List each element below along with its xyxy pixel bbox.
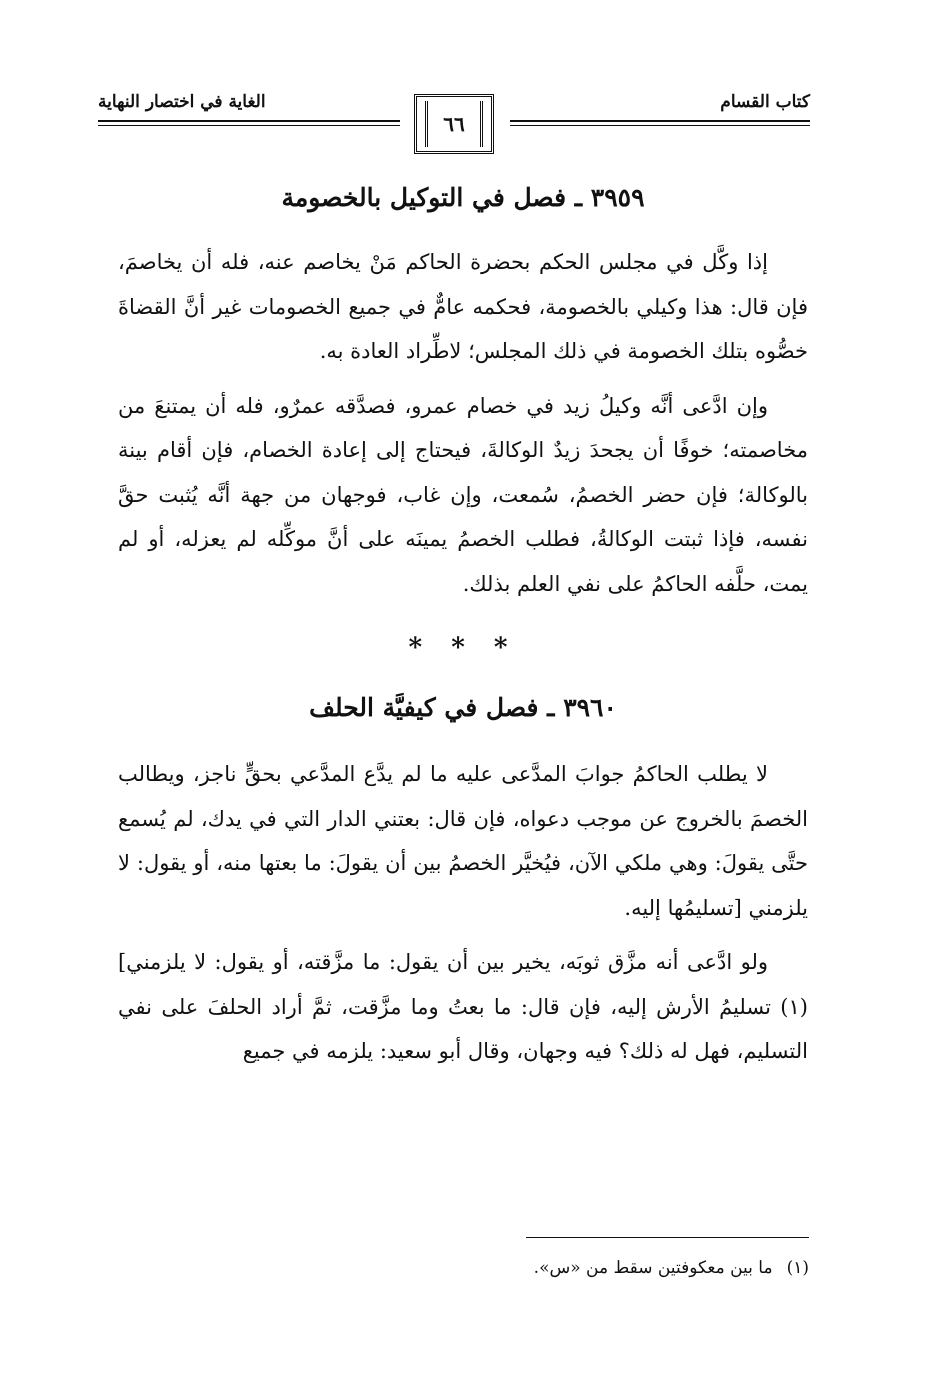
paragraph: وإن ادَّعى أنَّه وكيلُ زيد في خصام عمرو، فصدَّقه عمرٌو، فله أن يمتنعَ من مخاصمته؛ خوفًا أن يجحدَ زيدٌ الوكالةَ، فيحتاج إلى إعادة الخصام، فإن أقام بينة بالوكالة؛ فإن حضر الخصمُ، سُمعت، وإن غاب، فوجهان من جهة أنَّه يُثبت حقَّ نفسه، فإذا ثبتت الوكالةُ، فطلب الخصمُ يمينَه على أنَّ موكِّله لم يعزله، أو لم يمت، حلَّفه الحاكمُ على نفي العلم بذلك. [118,393,808,596]
page-number: ٦٦ [425,101,483,147]
main-text [118,176,808,1074]
header-rule-right [510,120,810,122]
section-separator: * * * [408,633,518,663]
work-title: الغاية في اختصار النهاية [98,92,266,112]
running-header [98,88,810,168]
book-title: كتاب القسام [720,92,810,112]
paragraph: لا يطلب الحاكمُ جوابَ المدَّعى عليه ما لم يدَّع المدَّعي بحقٍّ ناجز، ويطالب الخصمَ بالخروج عن موجب دعواه، فإن قال: بعتني الدار التي في يدك، لم يُسمع حتَّى يقولَ: وهي ملكي الآن، فيُخيَّر الخصمُ بين أن يقولَ: ما بعتها منه، أو يقول: لا يلزمني [تسليمُها إليه. [118,762,808,920]
footnote [534,1258,809,1278]
page-number-frame [414,94,494,154]
footnote-text: ما بين معكوفتين سقط من «س». [533,1258,773,1278]
paragraph: إذا وكَّل في مجلس الحكم بحضرة الحاكم مَنْ يخاصم عنه، فله أن يخاصمَ، فإن قال: هذا وكيلي بالخصومة، فحكمه عامٌّ في جميع الخصومات غير أنَّ القضاةَ خصُّوه بتلك الخصومة في ذلك المجلس؛ لاطِّراد العادة به. [118,250,808,363]
paragraph: ولو ادَّعى أنه مزَّق ثوبَه، يخير بين أن يقول: ما مزَّقته، أو يقول: لا يلزمني](١) تسليمُ الأرش إليه، فإن قال: ما بعتُ وما مزَّقت، ثمَّ أراد الحلفَ على نفي التسليم، فهل له ذلك؟ فيه وجهان، وقال أبو سعيد: يلزمه في جميع [118,950,808,1063]
footnote-number: (١) [786,1258,809,1278]
section-heading: ٣٩٥٩ ـ فصل في التوكيل بالخصومة [281,183,645,212]
section-heading: ٣٩٦٠ ـ فصل في كيفيَّة الحلف [309,693,617,722]
footnote-rule [526,1237,809,1238]
header-rule-left [98,120,400,122]
